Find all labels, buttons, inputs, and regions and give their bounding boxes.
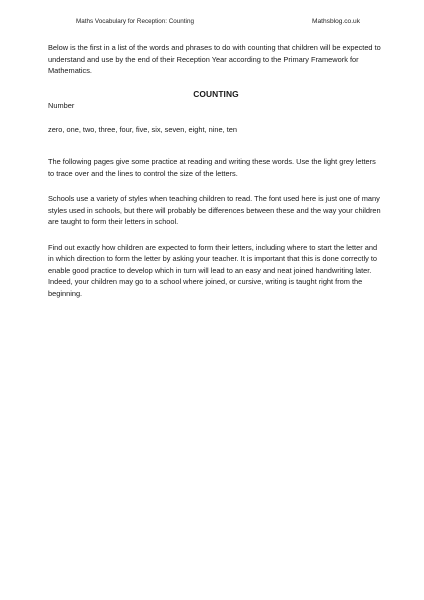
header-site: Mathsblog.co.uk — [312, 18, 361, 25]
subheading: Number — [48, 101, 75, 110]
intro-paragraph: Below is the first in a list of the words and phrases to do with counting that children will be expected to understand and use by the end of their Reception Year according to the Primary Framework for Mathematics. — [48, 43, 381, 75]
section-heading: COUNTING — [193, 89, 239, 99]
paragraph-practice: The following pages give some practice at reading and writing these words. Use the light grey letters to trace over and the lines to control the size of the letters. — [48, 157, 376, 178]
page-content — [48, 42, 384, 299]
number-words: zero, one, two, three, four, five, six, seven, eight, nine, ten — [48, 124, 237, 134]
header-title: Maths Vocabulary for Reception: Counting — [76, 18, 194, 25]
paragraph-styles: Schools use a variety of styles when teaching children to read. The font used here is just one of many styles used in schools, but there will probably be differences between these and the way your children are taught to form their letters in school. — [48, 194, 381, 226]
page-header — [76, 16, 376, 28]
paragraph-letter-formation: Find out exactly how children are expected to form their letters, including where to start the letter and in which direction to form the letter by asking your teacher. It is important that this is done correctly to enable good practice to develop which in turn will lead to an easy and neat joined handwriting later. Indeed, your children may go to a school where joined, or cursive, writing is taught right from the beginning. — [48, 242, 378, 298]
